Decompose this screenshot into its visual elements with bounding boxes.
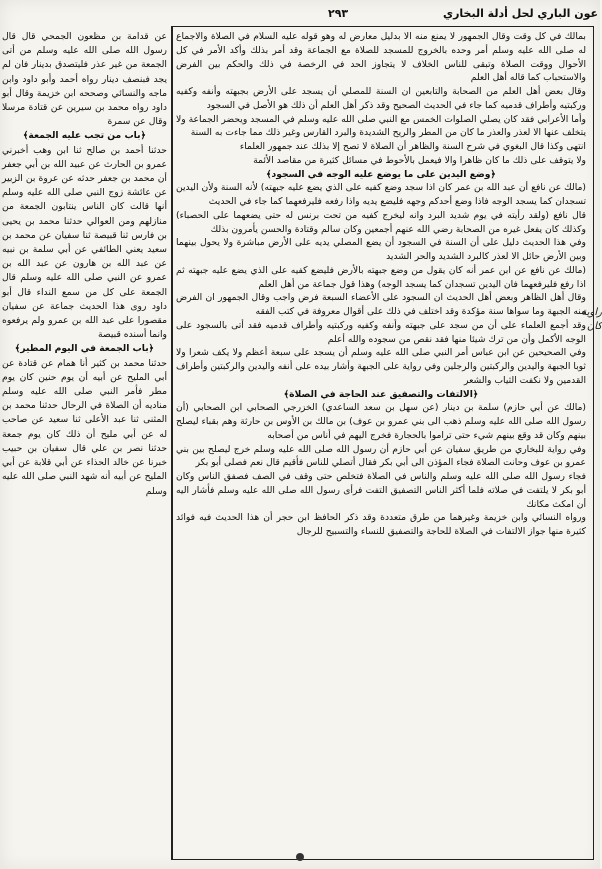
side-paragraph: حدثنا أحمد بن صالح ثنا ابن وهب أخبرني عمرو بن الحارث عن عبيد الله بن أبي جعفر أن محمد بن جعفر حدثه عن عروة بن الزبير عن عائشة زوج النبي صلى الله عليه وسلم أنها قالت كان الناس ينتابون الجمعة من منازلهم ومن العوالي حدثنا محمد بن يحيى بن فارس ثنا قبيصة ثنا سفيان عن محمد بن سعيد يعني الطائفي عن أبي سلمة بن نبيه عن عبد الله بن هارون عن عبد الله بن عمرو عن النبي صلى الله عليه وسلم قال الجمعة على كل من سمع النداء قال أبو داود روى هذا الحديث جماعة عن سفيان مقصورا على عبد الله بن عمرو ولم يرفعوه وانما أسنده قبيصة [2, 144, 167, 341]
running-title: عون الباري لحل أدلة البخاري [442, 6, 598, 20]
main-paragraph: وفي الصحيحين عن ابن عباس أمر النبي صلى الله عليه وسلم أن يسجد على سبعة أعظم ولا يكف شعرا ولا ثوبا الجبهة واليدين والركبتين والرجلين وفي رواية على الجبهة وأشار بيده على أنفه واليدين والركبتين وأطراف القدمين ولا نكفت الثياب والشعر [176, 347, 586, 386]
main-paragraph: وقد أجمع العلماء على أن من سجد على جبهته وأنفه وكفيه وركبتيه وأطراف قدميه فقد أتى بالسجود على الوجه الأكمل وأن من ترك شيئا منها فقد نقص من سجوده والله أعلم [176, 319, 586, 345]
main-paragraph: وقال أهل الظاهر وبعض أهل الحديث ان السجود على الأعضاء السبعة فرض واجب وقال الجمهور ان الفرض منه الجبهة وما سواها سنة مؤكدة وقد اختلف في ذلك على أقوال معروفة في كتب الفقه [176, 292, 586, 317]
main-paragraph: (مالك عن نافع عن ابن عمر أنه كان يقول من وضع جبهته بالأرض فليضع كفيه على الذي يضع عليه جبهته ثم اذا رفع فليرفعهما فان اليدين تسجدان كما يسجد الوجه) وهذا قول جماعة من أهل العلم [176, 264, 586, 290]
main-paragraph: فجاء رسول الله صلى الله عليه وسلم والناس في الصلاة فتخلص حتى وقف في الصف فصفق الناس وكان أبو بكر لا يلتفت في صلاته فلما أكثر الناس التصفيق التفت فرأى رسول الله صلى الله عليه وسلم فأشار اليه أن امكث مكانك [176, 471, 586, 510]
main-paragraph: وفي هذا الحديث دليل على أن السنة في السجود أن يضع المصلي يديه على الأرض مباشرة ولا يحول بينهما وبين الأرض حائل الا لعذر كالبرد الشديد والحر الشديد [176, 237, 586, 262]
section-heading: ﴿وضع اليدين على ما يوضع عليه الوجه في السجود﴾ [266, 168, 496, 180]
main-text-column [176, 30, 586, 850]
side-text-column [2, 30, 167, 850]
main-paragraph: بمالك في كل وقت وقال الجمهور لا يمنع منه الا بدليل معارض له وهو قوله عليه السلام في الصلاة والاجماع له صلى الله عليه وسلم أمر وحده بالخروج للمسجد للصلاة مع الجماعة وقد أمر بذلك وأكد الأمر في كل الأحوال ووقت الصلاة وتبقى للناس الخلاف لا يتجاوز الحد في الرخصة في ذلك والحكم بين الفرض والاستحباب كما قاله أهل العلم [176, 31, 586, 84]
handwritten-margin-note: راوية كان [581, 307, 602, 332]
side-heading: ﴿باب الجمعة في اليوم المطير﴾ [14, 343, 155, 355]
main-paragraph: وأما الأعرابي فقد كان يصلي الصلوات الخمس مع النبي صلى الله عليه وسلم في المسجد ويحضر الجماعة ولا يتخلف عنها الا لعذر والعذر ما كان من المطر والريح الشديدة والبرد القارس وغير ذلك مما جاءت به السنة [176, 113, 586, 139]
footer-dot [296, 853, 304, 861]
main-paragraph: انتهى وكذا قال البغوي في شرح السنة والظاهر أن الصلاة لا تصح إلا بذلك عند جمهور العلماء [239, 141, 586, 152]
main-paragraph: وقال بعض أهل العلم من الصحابة والتابعين ان السنة للمصلي أن يسجد على الأرض بجبهته وأنفه وكفيه وركبتيه وأطراف قدميه كما جاء في الحديث الصحيح وقد ذكر أهل العلم أن ذلك هو الأصل في السجود [176, 86, 586, 111]
side-heading: ﴿باب من تجب عليه الجمعة﴾ [23, 130, 146, 142]
main-paragraph: (مالك عن نافع أن عبد الله بن عمر كان اذا سجد وضع كفيه على الذي يضع عليه جبهته) لأنه السنة ولأن اليدين تسجدان كما يسجد الوجه فاذا وضع أحدكم وجهه فليضع يديه واذا رفعه فليرفعهما كما جاء في الحديث [176, 182, 586, 207]
section-heading: ﴿الالتفات والتصفيق عند الحاجة في الصلاة﴾ [283, 388, 479, 400]
side-paragraph: عن قدامة بن مظعون الجمحي قال قال رسول الله صلى الله عليه وسلم من أتى الجمعة من غير عذر فليتصدق بدينار فان لم يجد فبنصف دينار رواه أحمد وأبو داود وابن ماجه والنسائي وصححه ابن خزيمة وقال أبو داود رواه محمد بن سيرين عن قتادة مرسلا وقال عن سمرة [2, 31, 167, 128]
main-paragraph: (مالك عن أبي حازم) سلمة بن دينار (عن سهل بن سعد الساعدي) الخزرجي الصحابي ابن الصحابي (أن رسول الله صلى الله عليه وسلم ذهب الى بني عمرو بن عوف) بن مالك بن الأوس بن حارثة وهم بقباء ليصلح بينهم وكان قد وقع بينهم شيء حتى تراموا بالحجارة فخرج اليهم في أناس من أصحابه [176, 402, 586, 441]
main-paragraph: وفي رواية للبخاري من طريق سفيان عن أبي حازم أن رسول الله صلى الله عليه وسلم خرج ليصلح بين بني عمرو بن عوف وحانت الصلاة فجاء المؤذن الى أبي بكر فقال أتصلي للناس فأقيم قال نعم فصلى أبو بكر [176, 443, 586, 469]
page-header [118, 2, 598, 24]
main-paragraph: قال نافع (ولقد رأيته في يوم شديد البرد وانه ليخرج كفيه من تحت برنس له حتى يضعهما على الحصباء) وكذلك كان يفعل غيره من الصحابة رضي الله عنهم أجمعين وكان سالم وقتادة والحسن يأمرون بذلك [176, 209, 586, 235]
main-paragraph: ولا يتوقف على ذلك ما كان ظاهرا والا فيعمل بالأحوط في مسائل كثيرة من مقاصد الأئمة [253, 154, 586, 166]
page-number: ٢٩٣ [328, 6, 349, 20]
side-paragraph: حدثنا محمد بن كثير أنا همام عن قتادة عن أبي المليح عن أبيه أن يوم حنين كان يوم مطر فأمر النبي صلى الله عليه وسلم مناديه أن الصلاة في الرحال حدثنا محمد بن المثنى ثنا عبد الأعلى ثنا سعيد عن صاحب له عن أبي مليح أن ذلك كان يوم جمعة حدثنا نصر بن علي قال سفيان بن حبيب خبرنا عن خالد الحذاء عن أبي قلابة عن أبي المليح عن أبيه أنه شهد النبي صلى الله عليه وسلم [2, 357, 167, 497]
main-paragraph: ورواه النسائي وابن خزيمة وغيرهما من طرق متعددة وقد ذكر الحافظ ابن حجر أن هذا الحديث فيه فوائد كثيرة منها جواز الالتفات في الصلاة للحاجة والتصفيق للنساء والتسبيح للرجال [176, 512, 586, 537]
